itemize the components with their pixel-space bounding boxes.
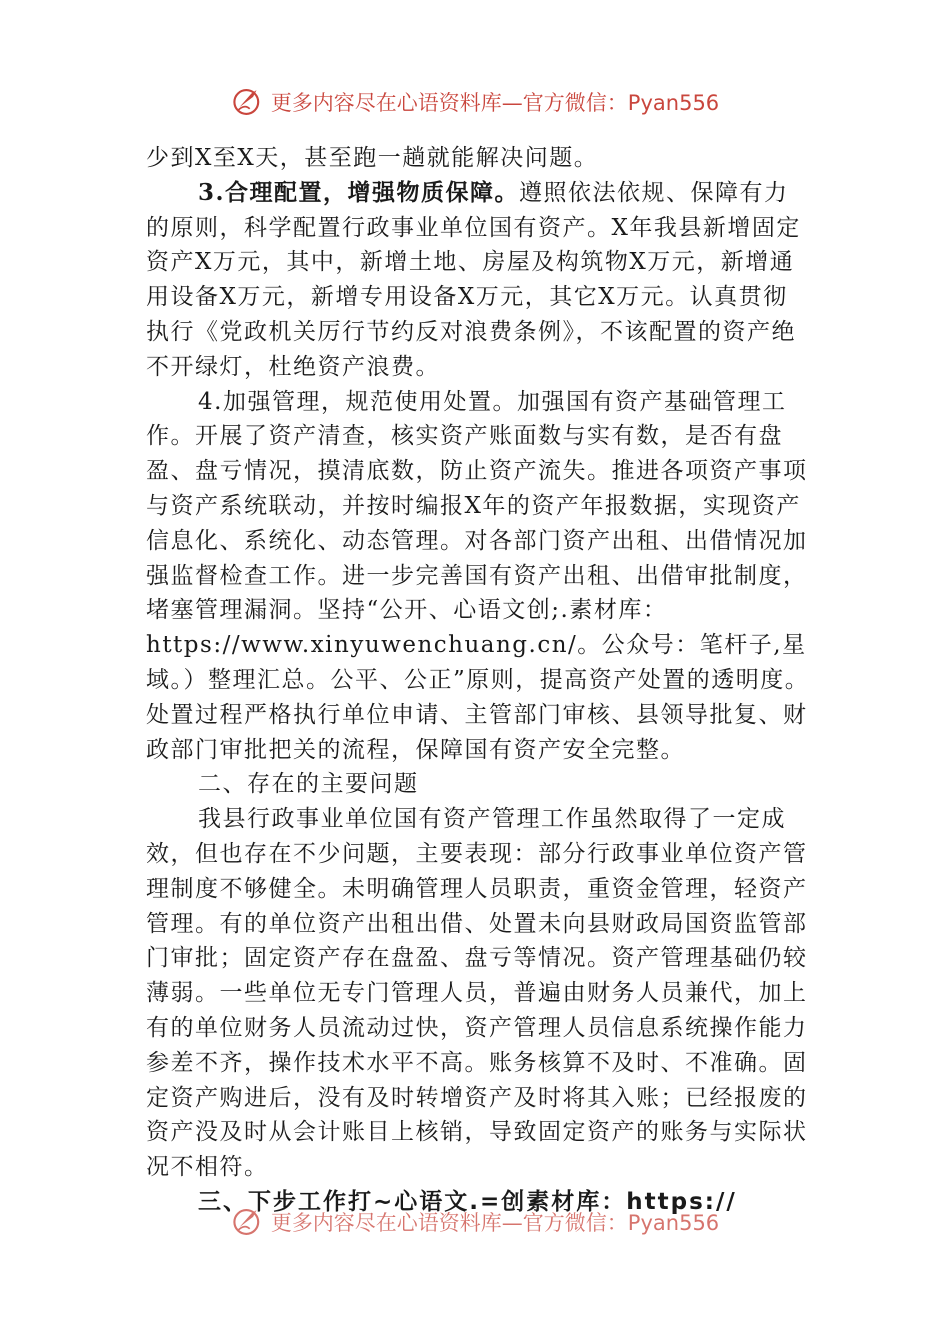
brand-logo-icon: [231, 1205, 265, 1239]
header-watermark-text: 更多内容尽在心语资料库—官方微信：Pyan556: [270, 91, 720, 115]
paragraph-2-text: 遵照依法依规、保障有力的原则，科学配置行政事业单位国有资产。X年我县新增固定资产X万元，其中，新增土地、房屋及构筑物X万元，新增通用设备X万元，新增专用设备X万元，其它X万元。认真贯彻执行《党政机关厉行节约反对浪费条例》，不该配置的资产绝不开绿灯，杜绝资产浪费。: [146, 179, 801, 380]
brand-logo-icon: [231, 85, 265, 119]
footer-watermark: [0, 1202, 950, 1242]
header-watermark: [0, 82, 950, 122]
footer-watermark-text: 更多内容尽在心语资料库—官方微信：Pyan556: [270, 1211, 720, 1235]
document-body: [146, 141, 810, 1220]
paragraph-3: 4.加强管理，规范使用处置。加强国有资产基础管理工作。开展了资产清查，核实资产账面数与实有数，是否有盘盈、盘亏情况，摸清底数，防止资产流失。推进各项资产事项与资产系统联动，并按时编报X年的资产年报数据，实现资产信息化、系统化、动态管理。对各部门资产出租、出借情况加强监督检查工作。进一步完善国有资产出租、出借审批制度，堵塞管理漏洞。坚持“公开、心语文创;.素材库：https://www.xinyuwenchuang.cn/。公众号：笔杆子,星域。）整理汇总。公平、公正”原则，提高资产处置的透明度。处置过程严格执行单位申请、主管部门审核、县领导批复、财政部门审批把关的流程，保障国有资产安全完整。: [146, 388, 810, 763]
section-heading-3: 三、下步工作打~心语文.=创素材库：https://: [198, 1188, 737, 1215]
paragraph-1: 少到X至X天，甚至跑一趟就能解决问题。: [146, 145, 599, 171]
section-heading-2: 二、存在的主要问题: [198, 771, 419, 798]
paragraph-2: [146, 176, 810, 385]
paragraph-4: 我县行政事业单位国有资产管理工作虽然取得了一定成效，但也存在不少问题，主要表现：部分行政事业单位资产管理制度不够健全。未明确管理人员职责，重资金管理，轻资产管理。有的单位资产出租出借、处置未向县财政局国资监管部门审批；固定资产存在盘盈、盘亏等情况。资产管理基础仍较薄弱。一些单位无专门管理人员，普遍由财务人员兼代，加上有的单位财务人员流动过快，资产管理人员信息系统操作能力参差不齐，操作技术水平不高。账务核算不及时、不准确。固定资产购进后，没有及时转增资产及时将其入账；已经报废的资产没及时从会计账目上核销，导致固定资产的账务与实际状况不相符。: [146, 806, 808, 1181]
paragraph-2-lead: 3.合理配置，增强物质保障。: [198, 178, 520, 206]
